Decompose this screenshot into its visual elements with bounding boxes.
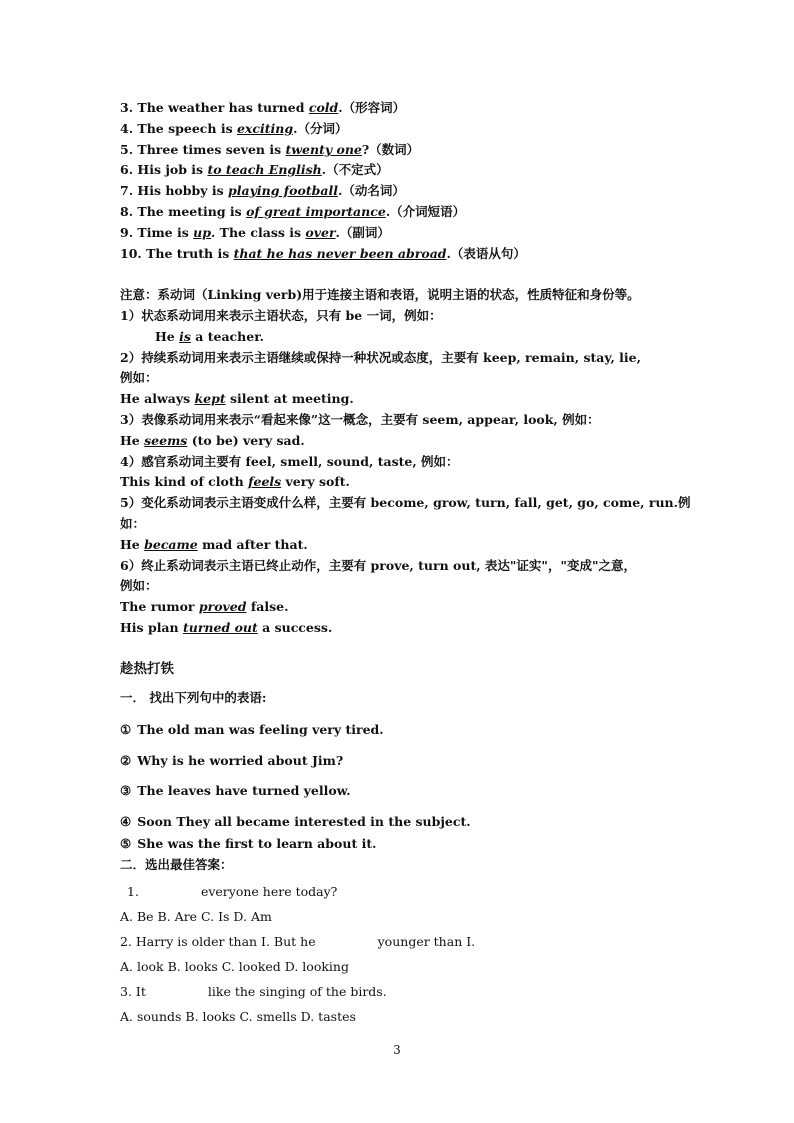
item-number: ② <box>120 753 132 768</box>
answer-text: became <box>144 537 198 552</box>
answer-text: kept <box>194 391 226 406</box>
question-2-options: A. look B. looks C. looked D. looking <box>120 959 349 974</box>
note-point-3: 3）表像系动词用来表示“看起来像”这一概念，主要有 seem, appear, look, 例如： <box>120 412 600 427</box>
example-text: 6. His job is <box>120 162 208 177</box>
example-text: .（不定式） <box>321 162 389 177</box>
question-2 <box>120 934 475 950</box>
example-text: a teacher. <box>190 329 264 344</box>
answer-text: over <box>305 225 336 240</box>
note-point-2-cont: 例如： <box>120 370 158 385</box>
example-text: false. <box>246 599 289 614</box>
part1-item <box>120 783 351 799</box>
question-1 <box>127 884 337 900</box>
example-9 <box>120 225 390 241</box>
question-text: younger than I. <box>377 934 476 949</box>
question-1-options: A. Be B. Are C. Is D. Am <box>120 909 272 924</box>
example-text: ?（数词） <box>361 142 420 157</box>
example-text: He always <box>120 391 195 406</box>
example-10 <box>120 246 526 262</box>
answer-text: up <box>193 225 211 240</box>
note-point-6: 6）终止系动词表示主语已终止动作，主要有 prove, turn out, 表达"证实"，"变成"之意， <box>120 558 636 573</box>
note-example-2 <box>120 391 354 407</box>
item-text: Soon They all became interested in the subject. <box>137 814 471 829</box>
item-text: She was the first to learn about it. <box>137 836 377 851</box>
example-text: .（形容词） <box>338 100 406 115</box>
example-text: 8. The meeting is <box>120 204 247 219</box>
example-text: He <box>120 537 145 552</box>
example-5 <box>120 142 419 158</box>
note-example-6b <box>120 620 332 636</box>
example-text: .（分词） <box>293 121 348 136</box>
practice-heading: 趁热打铁 <box>120 661 174 677</box>
note-point-2: 2）持续系动词用来表示主语继续或保持一种状况或态度，主要有 keep, remain, stay, lie, <box>120 350 641 365</box>
page-number: 3 <box>393 1043 401 1057</box>
part1-item <box>120 753 343 769</box>
example-4 <box>120 121 347 137</box>
question-text: 2. Harry is older than I. But he <box>120 934 316 949</box>
example-text: .（介词短语） <box>385 204 466 219</box>
example-text: very soft. <box>281 474 350 489</box>
note-point-5: 5）变化系动词表示主语变成什么样，主要有 become, grow, turn, fall, get, go, come, run.例 <box>120 495 691 510</box>
note-example-6a <box>120 599 288 615</box>
item-text: Why is he worried about Jim? <box>137 753 344 768</box>
note-example-1 <box>155 329 264 345</box>
part1-item <box>120 836 376 852</box>
question-text: like the singing of the birds. <box>207 984 387 999</box>
example-text: 10. The truth is <box>120 246 234 261</box>
answer-text: proved <box>198 599 247 614</box>
item-number: ③ <box>120 783 132 798</box>
question-3 <box>120 984 387 1000</box>
example-3 <box>120 100 405 116</box>
example-text: .（动名词） <box>337 183 405 198</box>
example-text: 7. His hobby is <box>120 183 229 198</box>
note-point-4: 4）感官系动词主要有 feel, smell, sound, taste, 例如： <box>120 454 459 469</box>
answer-text: feels <box>248 474 282 489</box>
answer-text: seems <box>144 433 188 448</box>
example-text: His plan <box>120 620 183 635</box>
answer-text: cold <box>308 100 339 115</box>
example-text: The rumor <box>120 599 199 614</box>
note-point-1: 1）状态系动词用来表示主语状态，只有 be 一词，例如： <box>120 308 442 323</box>
note-example-5 <box>120 537 308 553</box>
item-number: ⑤ <box>120 836 132 851</box>
note-example-3 <box>120 433 305 449</box>
answer-text: is <box>179 329 191 344</box>
answer-text: exciting <box>236 121 294 136</box>
question-number: 1. <box>127 884 139 899</box>
item-number: ① <box>120 722 132 737</box>
example-text: He <box>120 433 145 448</box>
answer-text: to teach English <box>207 162 322 177</box>
part1-item <box>120 814 471 830</box>
answer-text: of great importance <box>246 204 386 219</box>
question-text: 3. It <box>120 984 146 999</box>
example-text: 4. The speech is <box>120 121 237 136</box>
question-3-options: A. sounds B. looks C. smells D. tastes <box>120 1009 356 1024</box>
note-example-4 <box>120 474 350 490</box>
example-text: silent at meeting. <box>225 391 354 406</box>
answer-text: twenty one <box>285 142 362 157</box>
part2-title: 二．选出最佳答案： <box>120 857 233 872</box>
example-text: .（副词） <box>335 225 390 240</box>
note-point-6-cont: 例如： <box>120 578 158 593</box>
example-text: 3. The weather has turned <box>120 100 309 115</box>
example-text: mad after that. <box>197 537 308 552</box>
note-point-5-cont: 如： <box>120 516 146 531</box>
example-text: 5. Three times seven is <box>120 142 286 157</box>
item-text: The leaves have turned yellow. <box>137 783 351 798</box>
example-text: a success. <box>257 620 333 635</box>
example-text: (to be) very sad. <box>187 433 305 448</box>
question-text: everyone here today? <box>200 884 338 899</box>
item-text: The old man was feeling very tired. <box>137 722 384 737</box>
example-text: This kind of cloth <box>120 474 249 489</box>
answer-text: playing football <box>228 183 338 198</box>
example-text: He <box>155 329 180 344</box>
item-number: ④ <box>120 814 132 829</box>
example-6 <box>120 162 389 178</box>
example-8 <box>120 204 465 220</box>
answer-text: that he has never been abroad <box>233 246 447 261</box>
example-text: 9. Time is <box>120 225 194 240</box>
part1-item <box>120 722 384 738</box>
example-text: . The class is <box>210 225 306 240</box>
note-intro: 注意：系动词（Linking verb)用于连接主语和表语，说明主语的状态，性质特征和身份等。 <box>120 287 640 302</box>
example-7 <box>120 183 405 199</box>
part1-title: 一． 找出下列句中的表语: <box>120 690 267 705</box>
answer-text: turned out <box>182 620 258 635</box>
example-text: .（表语从句） <box>446 246 526 261</box>
